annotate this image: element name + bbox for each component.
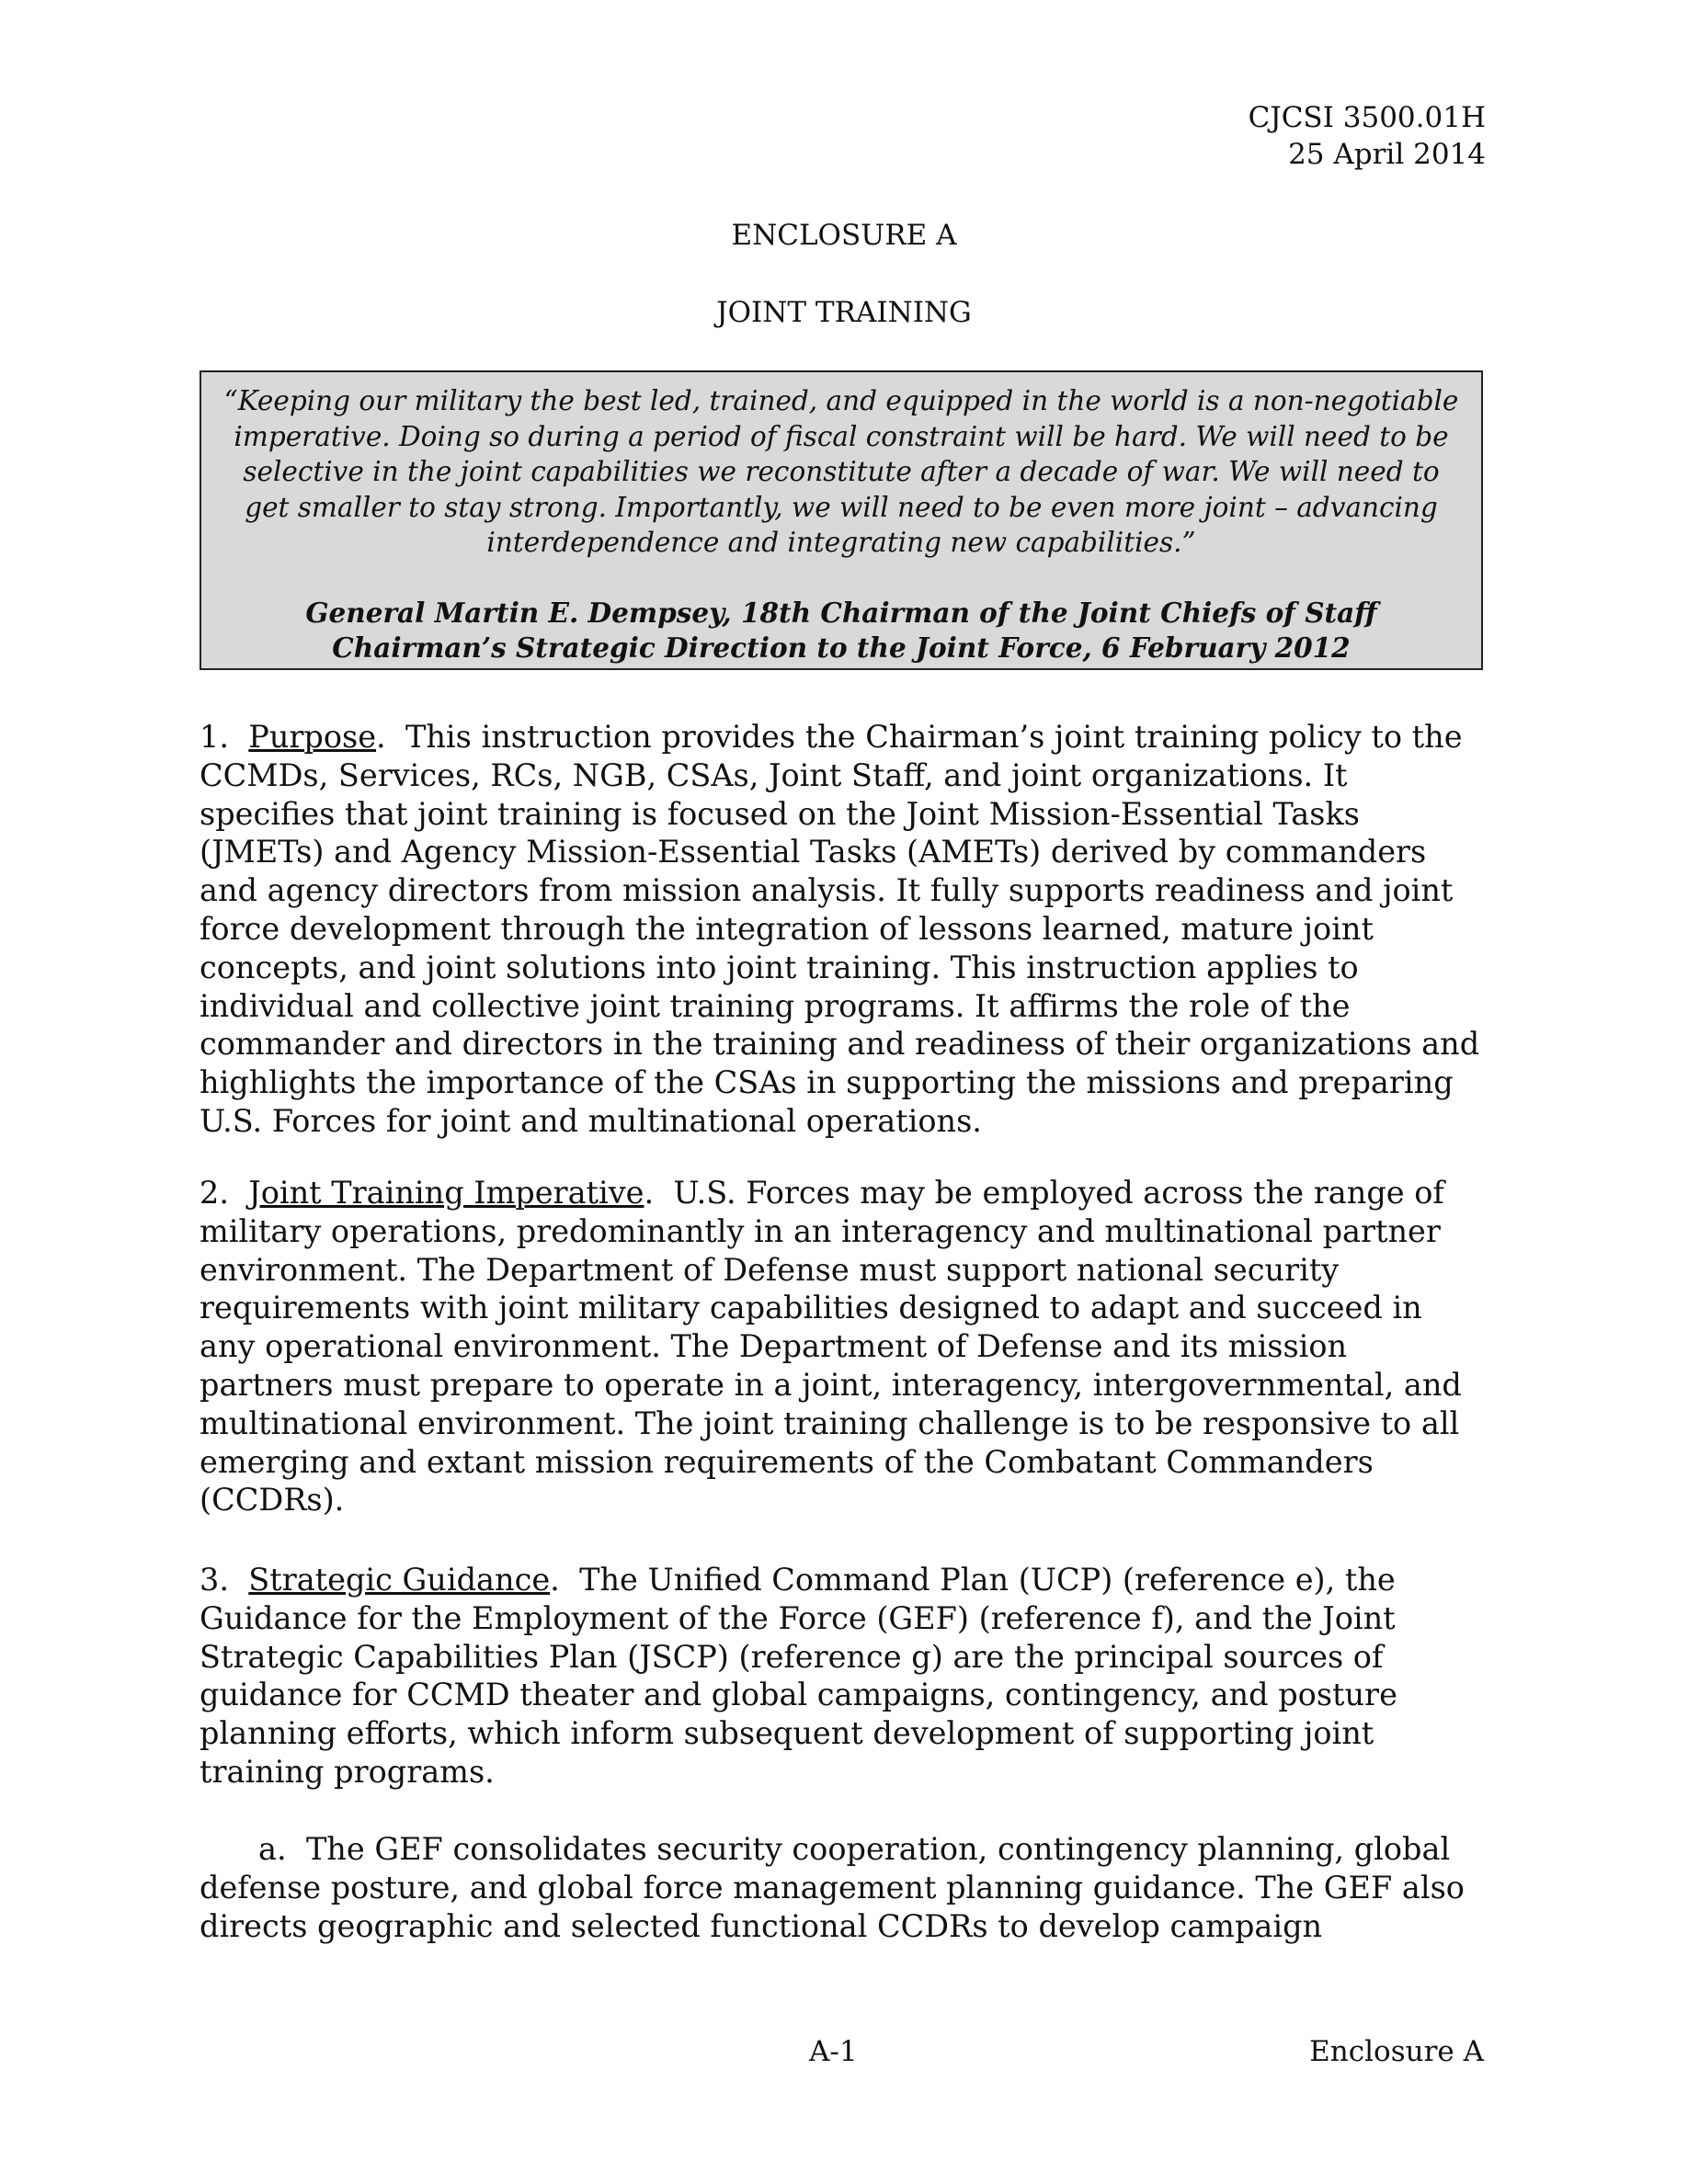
quote-attribution [220,596,1463,666]
enclosure-title: ENCLOSURE A [731,219,957,252]
section-strategic-guidance: 3. Strategic Guidance. The Unified Command Plan (UCP) (reference e), the Guidance for the Employment of the Force (GEF) (reference f), and the Joint Strategic Capabilities Plan (JSCP) (reference g) are the principal sources of guidance for CCMD theater and global campaigns, contingency, and posture planning efforts, which inform subsequent development of supporting joint training programs. [200,1562,1397,1790]
subsection-text: The GEF consolidates security cooperation, contingency planning, global defense posture, and global force management planning guidance. The GEF also directs geographic and selected functional CCDRs to develop campaign [200,1831,1465,1944]
section-number: 1. [200,719,229,755]
section-heading: Joint Training Imperative [248,1175,644,1211]
doc-number: CJCSI 3500.01H [1248,101,1486,134]
doc-date: 25 April 2014 [1288,138,1486,171]
document-header [1249,99,1486,173]
footer-page-number: A-1 [809,2035,858,2068]
subsection-a [200,1830,1487,1945]
quote-box [200,370,1483,670]
section-number: 3. [200,1562,229,1598]
section-text: This instruction provides the Chairman’s joint training policy to the CCMDs, Services, RCs, NGB, CSAs, Joint Staff, and joint organizations. It specifies that joint training is focused on the Joint Mission-Essential Tasks (JMETs) and Agency Mission-Essential Tasks (AMETs) derived by commanders and agency directors from mission analysis. It fully supports readiness and joint force development through the integration of lessons learned, mature joint concepts, and joint solutions into joint training. This instruction applies to individual and collective joint training programs. It affirms the role of the commander and directors in the training and readiness of their organizations and highlights the importance of the CSAs in supporting the missions and preparing U.S. Forces for joint and multinational operations. [200,719,1480,1139]
section-joint-training-imperative: 2. Joint Training Imperative. U.S. Forces may be employed across the range of military operations, predominantly in an interagency and multinational partner environment. The Department of Defense must support national security requirements with joint military capabilities designed to adapt and succeed in any operational environment. The Department of Defense and its mission partners must prepare to operate in a joint, interagency, intergovernmental, and multinational environment. The joint training challenge is to be responsive to all emerging and extant mission requirements of the Combatant Commanders (CCDRs). [200,1175,1462,1519]
quote-attribution-line2: Chairman’s Strategic Direction to the Joint Force, 6 February 2012 [332,631,1351,664]
section-purpose: 1. Purpose. This instruction provides the Chairman’s joint training policy to the CCMDs, Services, RCs, NGB, CSAs, Joint Staff, and joint organizations. It specifies that joint training is focused on the Joint Mission-Essential Tasks (JMETs) and Agency Mission-Essential Tasks (AMETs) derived by commanders and agency directors from mission analysis. It fully supports readiness and joint force development through the integration of lessons learned, mature joint concepts, and joint solutions into joint training. This instruction applies to individual and collective joint training programs. It affirms the role of the commander and directors in the training and readiness of their organizations and highlights the importance of the CSAs in supporting the missions and preparing U.S. Forces for joint and multinational operations. [200,719,1480,1139]
section-heading: Purpose [248,719,377,755]
section-number: 2. [200,1175,229,1211]
footer-enclosure: Enclosure A [1309,2035,1484,2068]
quote-attribution-line1: General Martin E. Dempsey, 18th Chairman of the Joint Chiefs of Staff [305,596,1377,629]
chapter-title: JOINT TRAINING [716,296,972,329]
section-heading: Strategic Guidance [248,1562,551,1598]
section-text: The Unified Command Plan (UCP) (reference e), the Guidance for the Employment of the Force (GEF) (reference f), and the Joint Strategic Capabilities Plan (JSCP) (reference g) are the principal sources of guidance for CCMD theater and global campaigns, contingency, and posture planning efforts, which inform subsequent development of supporting joint training programs. [200,1562,1397,1790]
section-text: U.S. Forces may be employed across the range of military operations, predominantly in an interagency and multinational partner environment. The Department of Defense must support national security requirements with joint military capabilities designed to adapt and succeed in any operational environment. The Department of Defense and its mission partners must prepare to operate in a joint, interagency, intergovernmental, and multinational environment. The joint training challenge is to be responsive to all emerging and extant mission requirements of the Combatant Commanders (CCDRs). [200,1175,1462,1519]
subsection-label: a. [258,1831,287,1867]
quote-text: “Keeping our military the best led, trained, and equipped in the world is a non-negotiable imperative. Doing so during a period of fiscal constraint will be hard. We will need to be selective in the joint capabilities we reconstitute after a decade of war. We will need to get smaller to stay strong. Importantly, we will need to be even more joint – advancing interdependence and integrating new capabilities.” [223,385,1459,558]
